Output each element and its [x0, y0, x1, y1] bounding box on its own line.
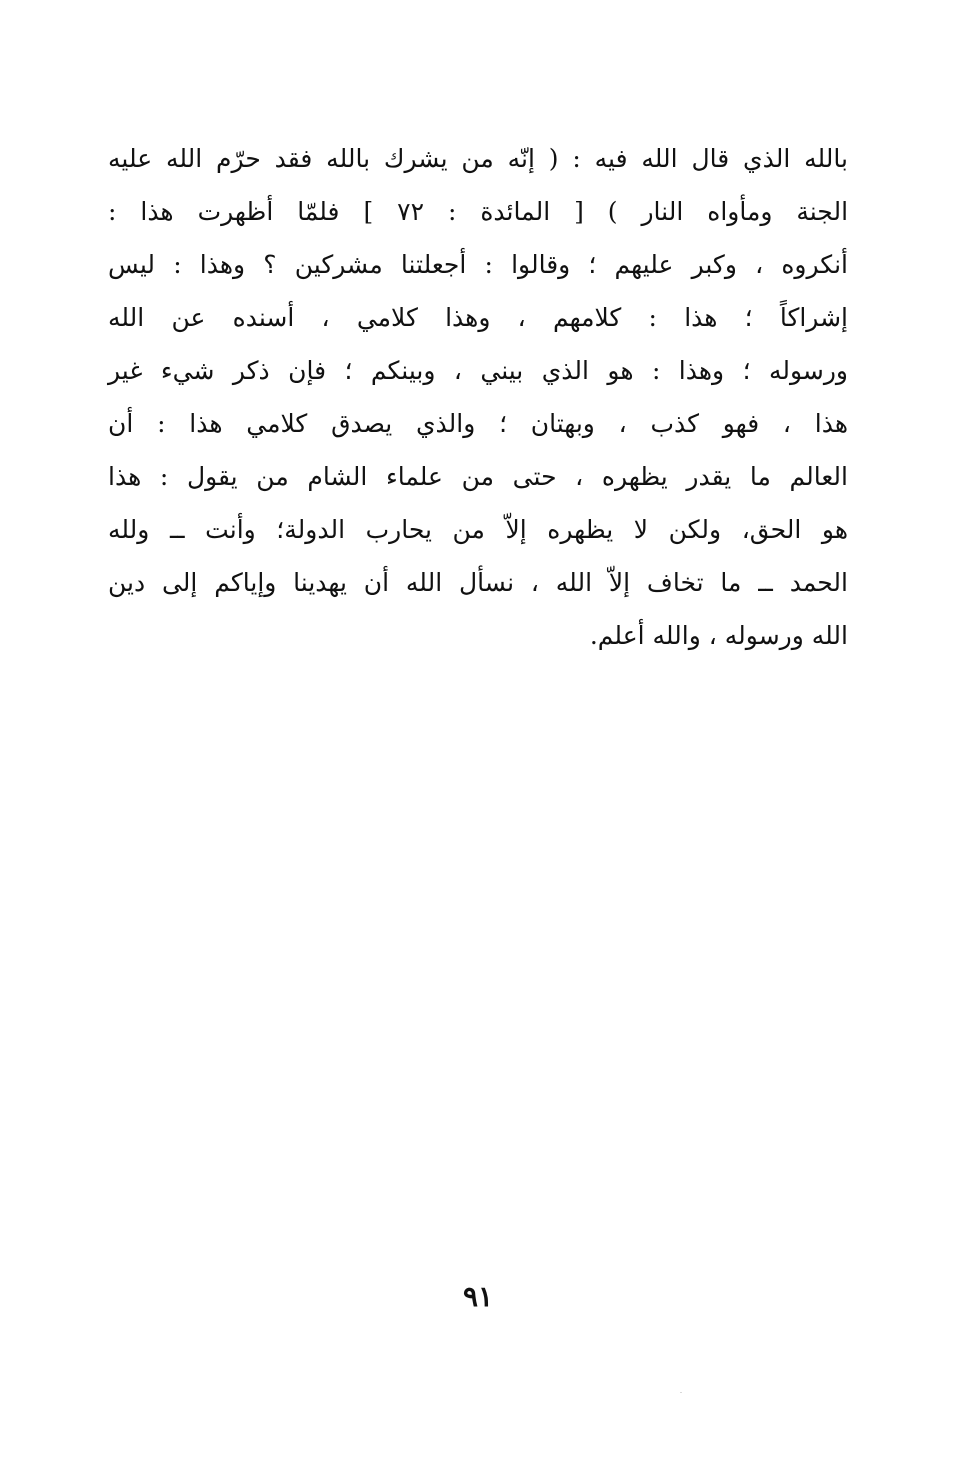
text-line: العالم ما يقدر يظهره ، حتى من علماء الشام من يقول : هذا	[108, 462, 848, 491]
page-number: ٩١	[462, 1280, 494, 1313]
text-line-last: الله ورسوله ، والله أعلم.	[589, 621, 848, 650]
scan-speck	[680, 1392, 682, 1393]
text-line: ورسوله ؛ وهذا : هو الذي بيني ، وبينكم ؛ فإن ذكر شيء غير	[108, 356, 848, 385]
body-text	[108, 132, 848, 662]
text-line: إشراكاً ؛ هذا : كلامهم ، وهذا كلامي ، أسنده عن الله	[108, 303, 848, 332]
text-line: الجنة ومأواه النار ) [ المائدة : ٧٢ ] فلمّا أظهرت هذا :	[108, 197, 849, 226]
text-line: الحمد ــ ما تخاف إلاّ الله ، نسأل الله أن يهدينا وإياكم إلى دين	[108, 568, 848, 597]
text-line: هذا ، فهو كذب ، وبهتان ؛ والذي يصدق كلامي هذا : أن	[108, 409, 848, 438]
text-line: بالله الذي قال الله فيه : ( إنّه من يشرك بالله فقد حرّم الله عليه	[108, 144, 848, 173]
text-line: أنكروه ، وكبر عليهم ؛ وقالوا : أجعلتنا مشركين ؟ وهذا : ليس	[108, 250, 848, 279]
text-line: هو الحق، ولكن لا يظهره إلاّ من يحارب الدولة؛ وأنت ــ ولله	[108, 515, 848, 544]
